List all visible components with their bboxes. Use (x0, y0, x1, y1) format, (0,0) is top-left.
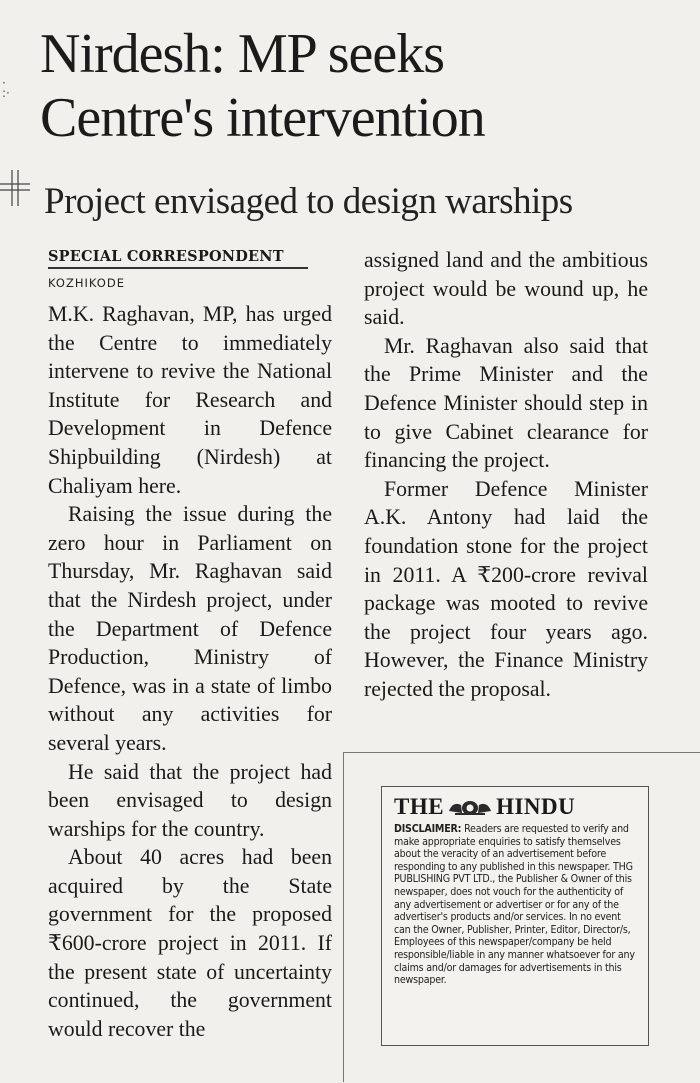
logo-text-hindu: HINDU (496, 794, 576, 819)
disclaimer-text (394, 823, 640, 987)
the-hindu-logo (394, 795, 640, 819)
column-divider (343, 752, 344, 1082)
disclaimer-body: Readers are requested to verify and make appropriate enquiries to satisfy themselves about the veracity of an advertisement before responding to any published in this newspaper. THG PUBLISHING PVT LTD., the Publisher & Owner of this newspaper, does not vouch for the authenticity of any advertisement or advertiser or for any of the advertiser's products and/or services. In no event can the Owner, Publisher, Printer, Editor, Director/s, Employees of this newspaper/company be held responsible/liable in any manner whatsoever for any claims and/or damages for advertisements in this newspaper. (394, 823, 635, 987)
article-column-1 (48, 300, 332, 1043)
section-divider (343, 752, 700, 753)
paragraph: He said that the project had been envisaged to design warships for the country. (48, 759, 332, 841)
paragraph: assigned land and the ambitious project would be wound up, he said. (364, 248, 648, 330)
paragraph: Raising the issue during the zero hour in Parliament on Thursday, Mr. Raghavan said that the Nirdesh project, under the Department of Defence Production, Ministry of Defence, was in a state of limbo without any activities for several years. (48, 502, 332, 755)
subheadline: Project envisaged to design warships (44, 181, 573, 222)
headline-line-1: Nirdesh: MP seeks (40, 23, 445, 85)
paragraph: Mr. Raghavan also said that the Prime Minister and the Defence Minister should step in to give Cabinet clearance for financing the project. (364, 333, 648, 473)
emblem-icon (447, 797, 493, 817)
byline: SPECIAL CORRESPONDENT (48, 248, 308, 269)
article-column-2 (364, 246, 648, 704)
paragraph: Former Defence Minister A.K. Antony had laid the foundation stone for the project in 2011. A ₹200-crore revival package was mooted to revive the project four years ago. However, the Finance Ministry rejected the proposal. (364, 476, 648, 701)
headline-line-2: Centre's intervention (40, 87, 485, 149)
logo-text-the: THE (394, 794, 445, 819)
disclaimer-label: DISCLAIMER: (394, 823, 462, 835)
paragraph: M.K. Raghavan, MP, has urged the Centre to immediately intervene to revive the National Institute for Research and Development in Defence Shipbuilding (Nirdesh) at Chaliyam here. (48, 302, 332, 498)
paragraph: About 40 acres had been acquired by the State government for the proposed ₹600-crore project in 2011. If the present state of uncertainty continued, the government would recover the (48, 845, 332, 1041)
print-speckle-marks: · :· (2, 76, 10, 100)
dateline: KOZHIKODE (48, 276, 125, 290)
headline (40, 22, 660, 150)
crop-mark-icon (0, 168, 30, 208)
disclaimer-box (381, 786, 649, 1046)
